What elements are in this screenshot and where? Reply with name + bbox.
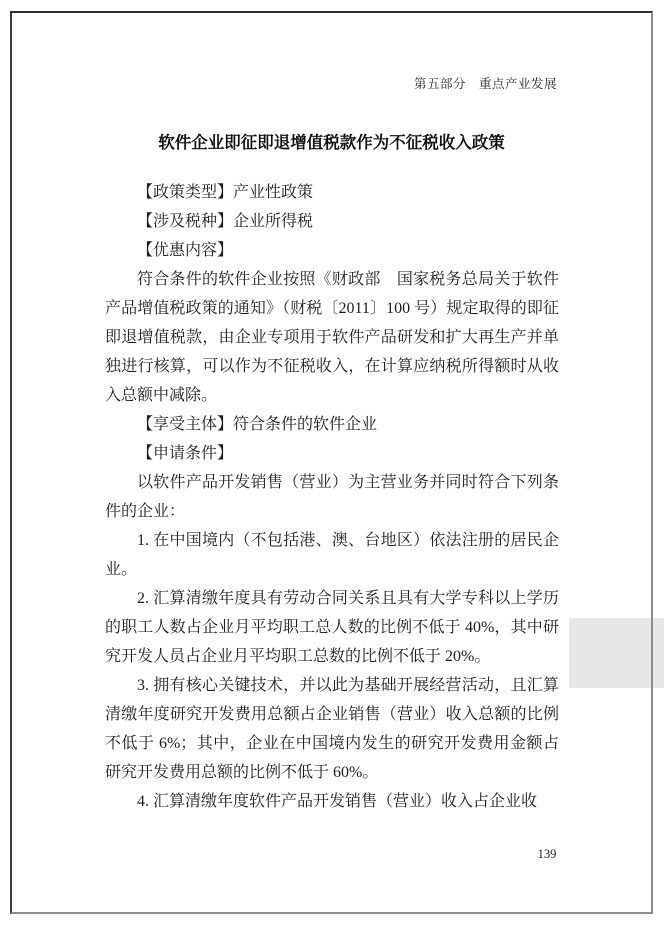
highlight-box [569,618,664,688]
page-number: 139 [537,847,557,861]
condition-item-2: 2. 汇算清缴年度具有劳动合同关系且具有大学专科以上学历的职工人数占企业月平均职工总人数的比例不低于 40%，其中研究开发人员占企业月平均职工总数的比例不低于 20%。 [105,590,559,665]
benefit-paragraph: 符合条件的软件企业按照《财政部 国家税务总局关于软件产品增值税政策的通知》（财税〔2011〕100 号）规定取得的即征即退增值税款，由企业专项用于软件产品研发和扩大再生产并单独进行核算，可以作为不征税收入，在计算应纳税所得额时从收入总额中减除。 [105,271,559,404]
benefit-heading: 【优惠内容】 [137,242,234,259]
beneficiary-line: 【享受主体】符合条件的软件企业 [137,416,378,433]
condition-item-3: 3. 拥有核心关键技术，并以此为基础开展经营活动，且汇算清缴年度研究开发费用总额占企业销售（营业）收入总额的比例不低于 6%；其中，企业在中国境内发生的研究开发费用金额占研究开发费用总额的比例不低于 60%。 [105,677,559,781]
conditions-intro: 以软件产品开发销售（营业）为主营业务并同时符合下列条件的企业： [105,474,559,520]
running-header: 第五部分 重点产业发展 [413,77,557,91]
page-title: 软件企业即征即退增值税款作为不征税收入政策 [158,134,505,152]
policy-type-line: 【政策类型】产业性政策 [137,184,314,201]
conditions-heading: 【申请条件】 [137,445,234,462]
condition-item-4: 4. 汇算清缴年度软件产品开发销售（营业）收入占企业收 [137,793,538,810]
condition-item-1: 1. 在中国境内（不包括港、澳、台地区）依法注册的居民企业。 [105,532,559,578]
body-text [105,178,559,816]
tax-category-line: 【涉及税种】企业所得税 [137,213,314,230]
